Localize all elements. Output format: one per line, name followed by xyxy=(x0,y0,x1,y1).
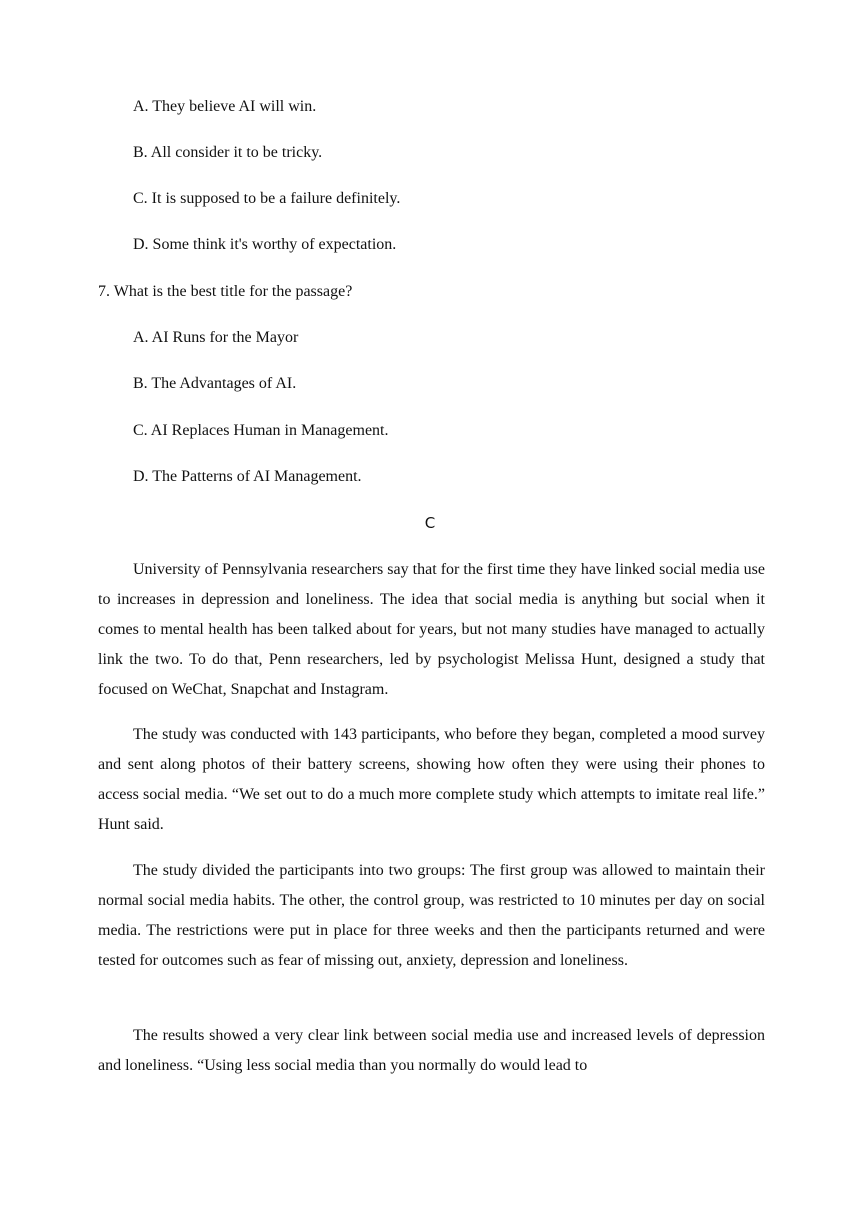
question-7: 7. What is the best title for the passage? xyxy=(98,283,353,300)
passage-paragraph-1: University of Pennsylvania researchers say that for the first time they have linked social media use to increases in depression and loneliness. The idea that social media is anything but social when it comes to mental health has been talked about for years, but not many studies have managed to actually link the two. To do that, Penn researchers, led by psychologist Melissa Hunt, designed a study that focused on WeChat, Snapchat and Instagram. xyxy=(98,561,765,698)
q6-option-a: A. They believe AI will win. xyxy=(133,98,317,115)
q6-option-b: B. All consider it to be tricky. xyxy=(133,144,323,161)
q6-option-d: D. Some think it's worthy of expectation. xyxy=(133,236,397,253)
q7-option-b: B. The Advantages of AI. xyxy=(133,375,297,392)
q7-option-a: A. AI Runs for the Mayor xyxy=(133,329,299,346)
passage-paragraph-3: The study divided the participants into two groups: The first group was allowed to maintain their normal social media habits. The other, the control group, was restricted to 10 minutes per day on social media. The restrictions were put in place for three weeks and then the participants returned and were tested for outcomes such as fear of missing out, anxiety, depression and loneliness. xyxy=(98,862,765,969)
q7-option-c: C. AI Replaces Human in Management. xyxy=(133,422,389,439)
q6-option-c: C. It is supposed to be a failure definitely. xyxy=(133,190,401,207)
q7-option-d: D. The Patterns of AI Management. xyxy=(133,468,362,485)
passage-paragraph-4: The results showed a very clear link between social media use and increased levels of depression and loneliness. “Using less social media than you normally do would lead to xyxy=(98,1027,765,1074)
section-heading: C xyxy=(424,514,436,532)
passage-paragraph-2: The study was conducted with 143 participants, who before they began, completed a mood survey and sent along photos of their battery screens, showing how often they were using their phones to access social media. “We set out to do a much more complete study which attempts to imitate real life.” Hunt said. xyxy=(98,726,765,833)
